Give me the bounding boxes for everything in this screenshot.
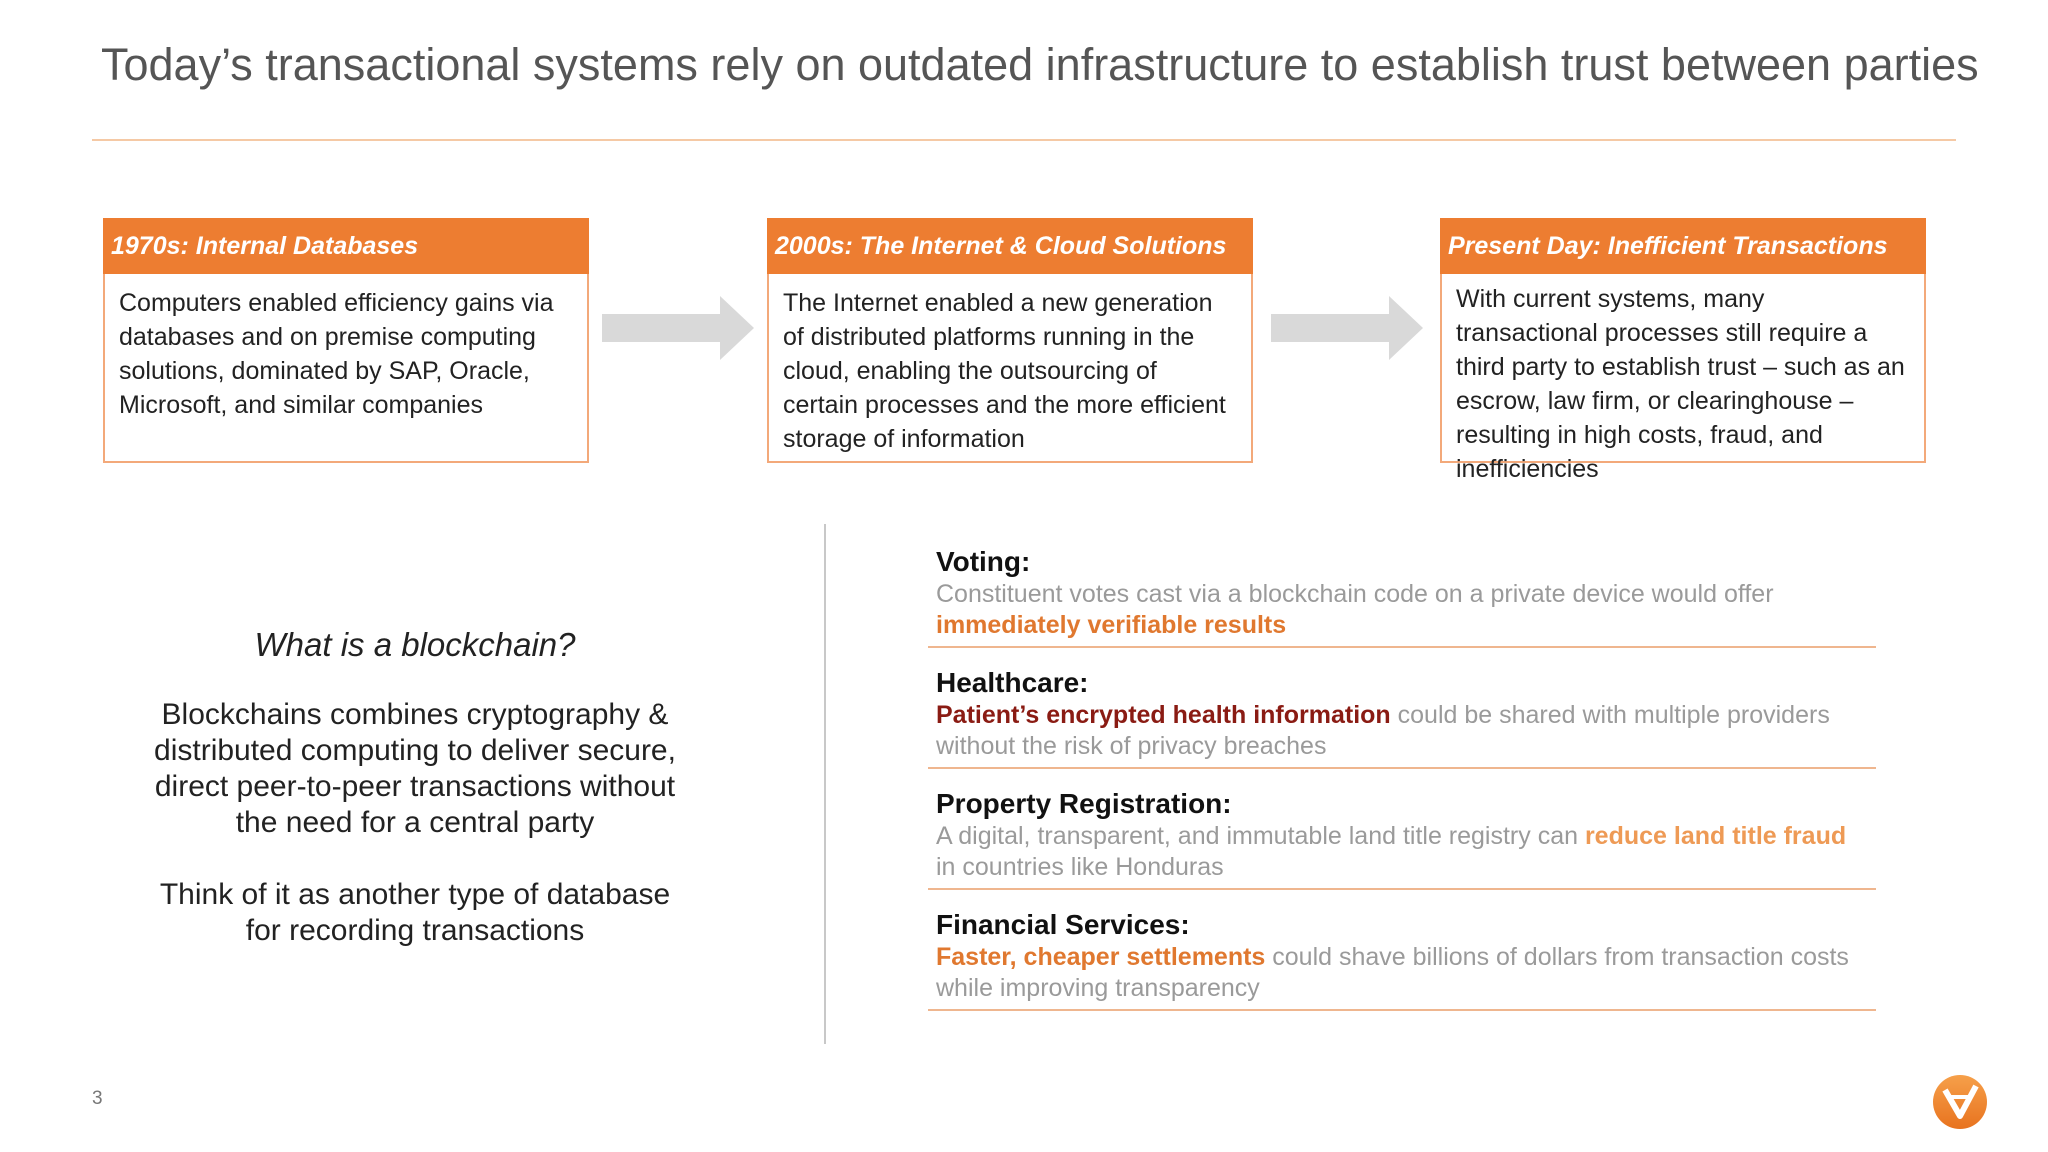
blockchain-explainer	[140, 625, 690, 949]
right-arrow-icon	[602, 296, 756, 360]
slide-title: Today’s transactional systems rely on outdated infrastructure to establish trust between parties	[101, 39, 1979, 90]
use-case-description: Patient’s encrypted health information could be shared with multiple providers without the risk of privacy breaches	[936, 701, 1830, 760]
timeline-box-2000s	[767, 218, 1253, 463]
use-case-title: Healthcare:	[936, 667, 1089, 698]
title-underline	[92, 139, 1956, 141]
timeline-box-1970s	[103, 218, 589, 463]
use-case-healthcare	[928, 662, 1876, 769]
use-case-highlight: Patient’s encrypted health information	[936, 701, 1391, 729]
timeline-box-header: Present Day: Inefficient Transactions	[1440, 218, 1926, 274]
timeline-box-header: 1970s: Internal Databases	[103, 218, 589, 274]
page-number: 3	[92, 1088, 103, 1109]
timeline-box-body: The Internet enabled a new generation of distributed platforms running in the cloud, enabling the outsourcing of certain processes and the more efficient storage of information	[783, 289, 1226, 453]
use-case-highlight: immediately verifiable results	[936, 611, 1287, 639]
use-case-highlight: Faster, cheaper settlements	[936, 943, 1266, 971]
timeline-box-body: With current systems, many transactional processes still require a third party to establish trust – such as an escrow, law firm, or clearinghouse – resulting in high costs, fraud, and inefficiencies	[1456, 285, 1905, 483]
blockchain-heading: What is a blockchain?	[254, 626, 576, 663]
use-case-title: Financial Services:	[936, 909, 1190, 940]
use-case-description: Faster, cheaper settlements could shave billions of dollars from transaction costs while improving transparency	[936, 943, 1849, 1002]
use-case-highlight: reduce land title fraud	[1584, 822, 1847, 850]
timeline-box-present-day	[1440, 218, 1926, 483]
use-case-description: Constituent votes cast via a blockchain code on a private device would offer immediately verifiable results	[936, 580, 1774, 639]
blockchain-description: Blockchains combines cryptography & distributed computing to deliver secure, direct peer-to-peer transactions without the need for a central party	[154, 698, 676, 839]
use-case-title: Voting:	[936, 546, 1031, 577]
right-arrow-icon	[1271, 296, 1425, 360]
use-case-property-registration	[928, 783, 1876, 890]
use-case-title: Property Registration:	[936, 788, 1232, 819]
blockchain-analogy: Think of it as another type of database for recording transactions	[159, 878, 671, 947]
brand-logo-check-icon	[1932, 1074, 1988, 1130]
use-case-voting	[928, 541, 1876, 648]
use-case-list	[928, 541, 1876, 1025]
use-case-description: A digital, transparent, and immutable land title registry can reduce land title fraud in countries like Honduras	[936, 822, 1847, 881]
timeline-box-body: Computers enabled efficiency gains via databases and on premise computing solutions, dominated by SAP, Oracle, Microsoft, and similar companies	[119, 289, 554, 419]
vertical-divider	[824, 524, 826, 1044]
timeline-box-header: 2000s: The Internet & Cloud Solutions	[767, 218, 1253, 274]
use-case-financial-services	[928, 904, 1876, 1011]
